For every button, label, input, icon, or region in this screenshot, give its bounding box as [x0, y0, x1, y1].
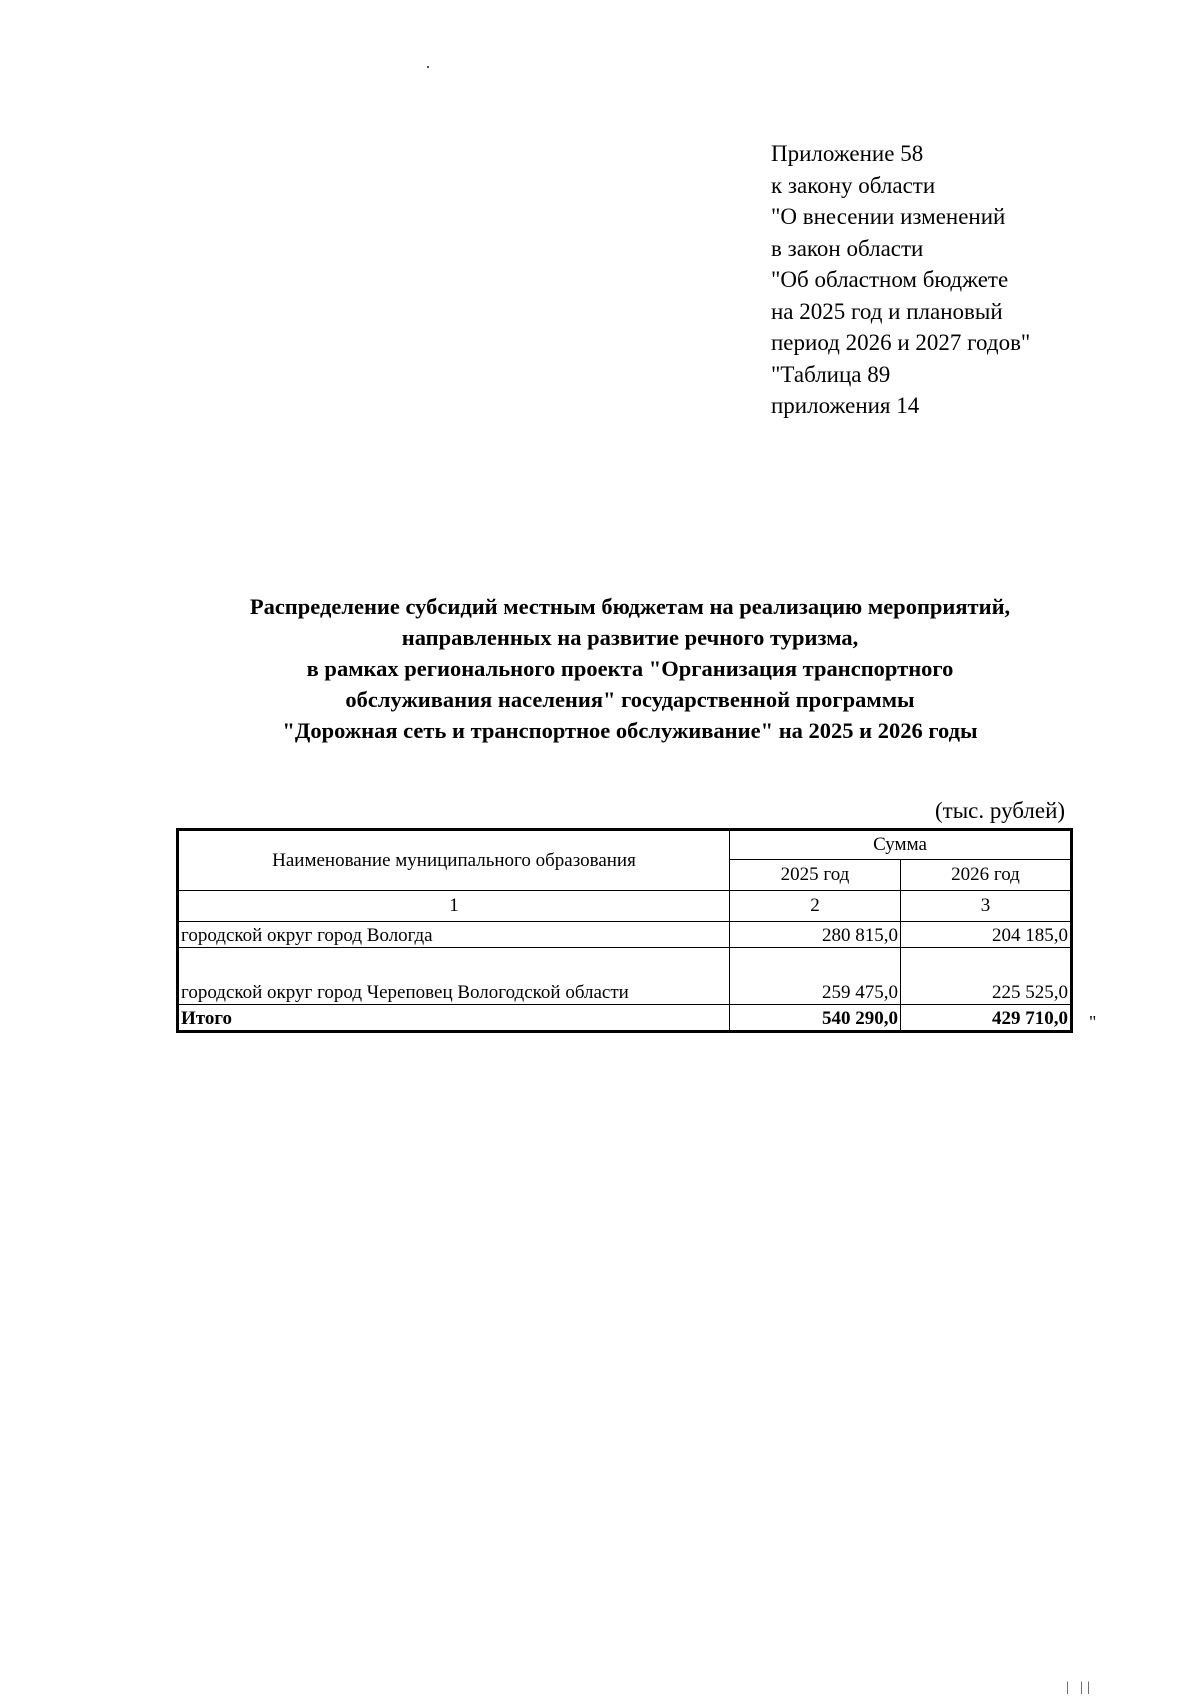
title-line: Распределение субсидий местным бюджетам на реализацию мероприятий,: [249, 594, 1011, 619]
amount-2026: 204 185,0: [901, 922, 1072, 948]
header-municipality: Наименование муниципального образования: [178, 830, 730, 891]
table-header-row: [178, 830, 1072, 860]
column-number: 3: [901, 891, 1072, 922]
scan-speck: [427, 66, 429, 68]
amount-2025: 259 475,0: [730, 948, 901, 1005]
appendix-line: Приложение 58: [771, 141, 924, 166]
units-label: (тыс. рублей): [935, 798, 1066, 823]
appendix-line: "Об областном бюджете: [771, 267, 1009, 292]
header-year-2026: 2026 год: [901, 860, 1072, 891]
title-line: направленных на развитие речного туризма,: [401, 625, 859, 650]
appendix-line: приложения 14: [771, 393, 920, 418]
appendix-line: "Таблица 89: [771, 361, 891, 387]
total-2025: 540 290,0: [730, 1005, 901, 1032]
total-label: Итого: [178, 1005, 730, 1032]
document-title: [150, 591, 1110, 746]
table-row: [178, 948, 1072, 1005]
appendix-line: в закон области: [771, 235, 924, 261]
municipality-name: городской округ город Вологда: [178, 922, 730, 948]
closing-quote: ": [1089, 1012, 1097, 1032]
subsidy-table: [176, 828, 1073, 1033]
municipality-name: городской округ город Череповец Вологодской области: [178, 948, 730, 1005]
appendix-line: период 2026 и 2027 годов": [771, 330, 1031, 355]
appendix-header: [771, 138, 1030, 422]
amount-2026: 225 525,0: [901, 948, 1072, 1005]
footer-marks: | ||: [1066, 1680, 1094, 1695]
table-row: [178, 922, 1072, 948]
column-number: 1: [178, 891, 730, 922]
title-line: в рамках регионального проекта "Организация транспортного: [306, 656, 954, 681]
appendix-line: к закону области: [771, 172, 936, 198]
appendix-line: на 2025 год и плановый: [771, 298, 1003, 324]
appendix-line: "О внесении изменений: [771, 204, 1006, 229]
column-number: 2: [730, 891, 901, 922]
title-line: "Дорожная сеть и транспортное обслуживание" на 2025 и 2026 годы: [282, 718, 978, 743]
header-sum: Сумма: [730, 830, 1072, 860]
amount-2025: 280 815,0: [730, 922, 901, 948]
total-2026: 429 710,0: [901, 1005, 1072, 1032]
column-number-row: [178, 891, 1072, 922]
title-line: обслуживания населения" государственной программы: [345, 687, 915, 712]
total-row: [178, 1005, 1072, 1032]
header-year-2025: 2025 год: [730, 860, 901, 891]
